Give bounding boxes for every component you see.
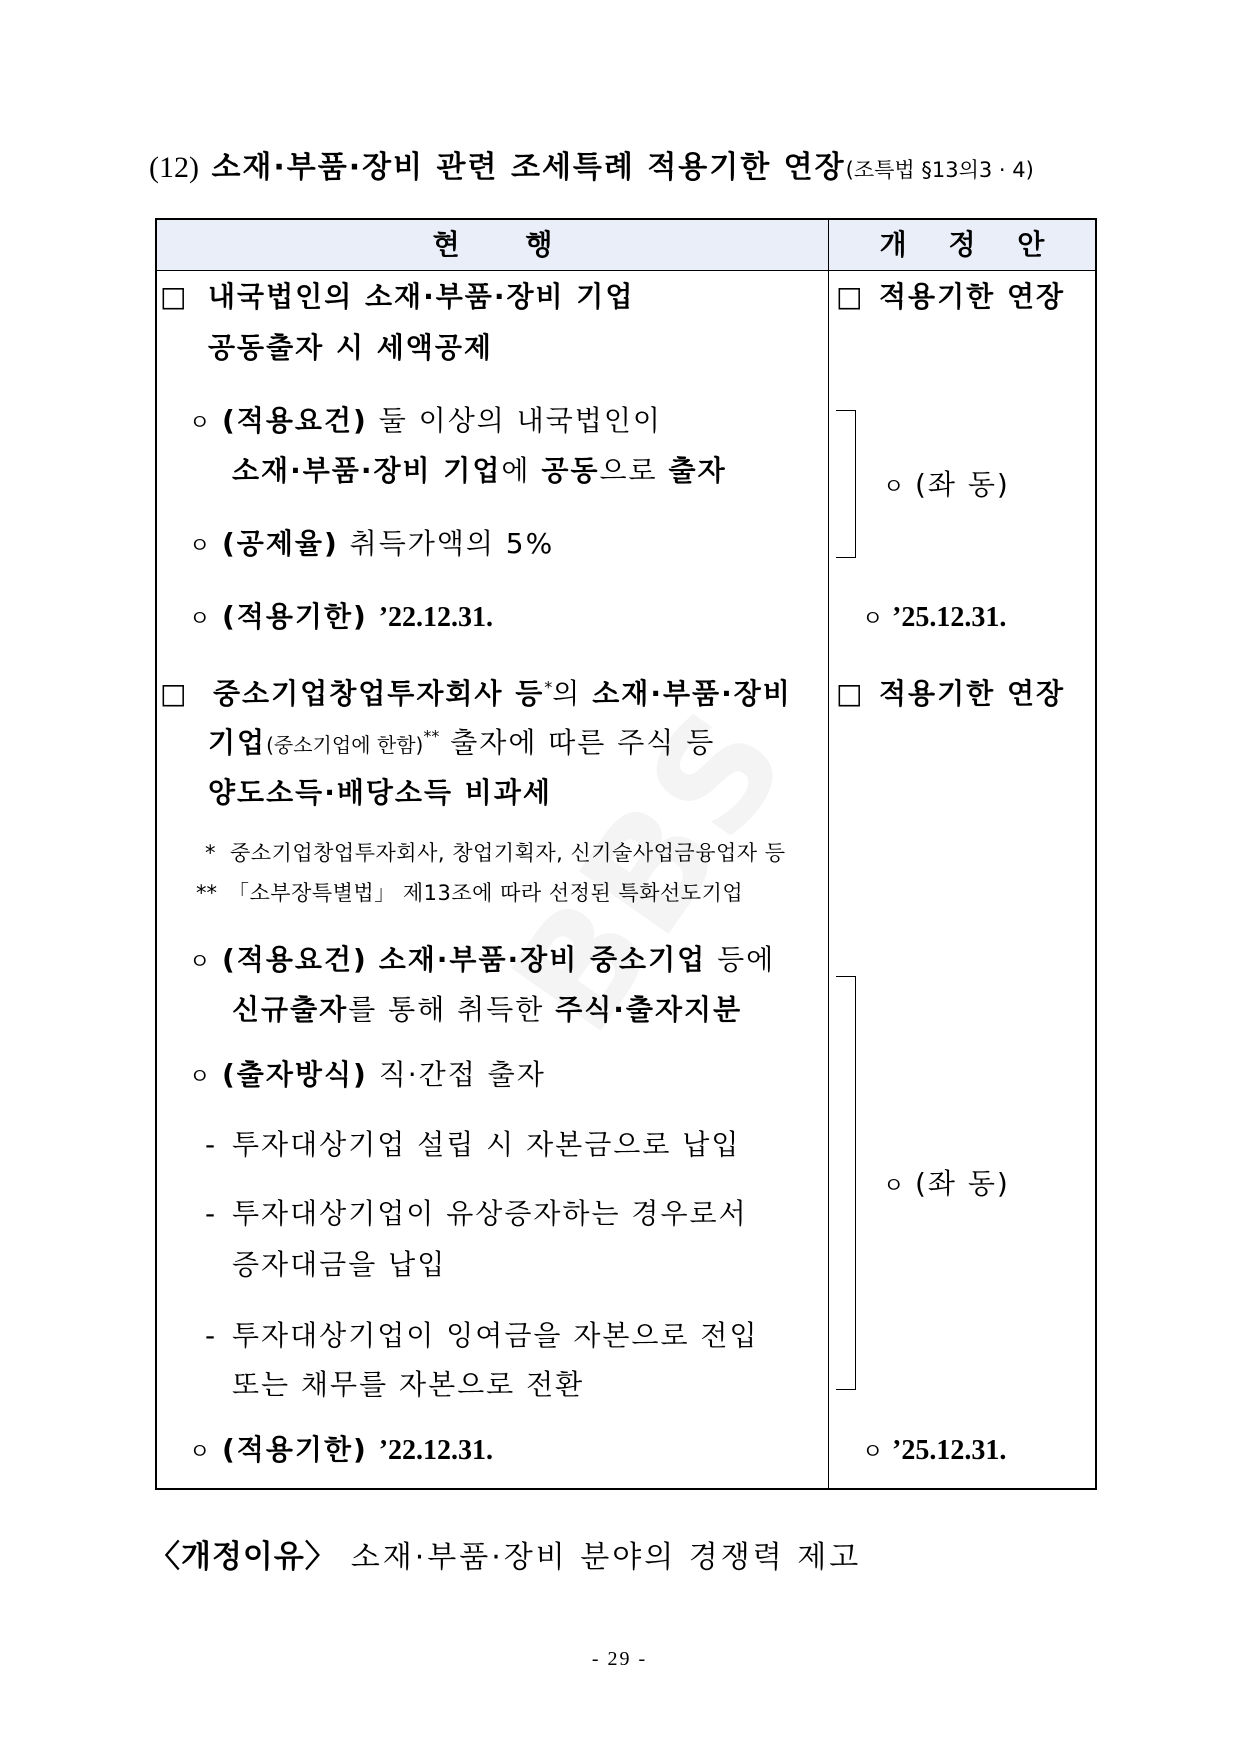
reason-text: 소재·부품·장비 분야의 경쟁력 제고	[350, 1540, 862, 1575]
bullet-icon: ㅇ	[883, 1174, 905, 1199]
current-s1-heading-line2: 공동출자 시 세액공제	[208, 331, 493, 364]
heading-text: 적용기한 연장	[879, 280, 1066, 313]
method-label: (출자방식)	[222, 1058, 368, 1091]
bullet-icon: ㅇ	[189, 411, 211, 436]
deadline-label: (적용기한)	[222, 1433, 368, 1466]
current-s1-deduction-rate	[189, 524, 554, 564]
footnote-text: 「소부장특별법」 제13조에 따라 선정된 특화선도기업	[228, 881, 744, 905]
proposed-s2-same	[883, 1164, 1010, 1204]
segment: 기업	[208, 726, 267, 759]
proposed-s1-same	[883, 465, 1010, 505]
method-item-1	[205, 1125, 740, 1165]
current-s2-heading-line3: 양도소득·배당소득 비과세	[208, 776, 552, 809]
method-item-3-line2: 또는 채무를 자본으로 전환	[232, 1368, 585, 1401]
same-as-left-text: (좌 동)	[915, 1167, 1010, 1200]
footnote-mark: *	[544, 677, 553, 697]
bracket-line	[836, 410, 856, 558]
segment: 소재·부품·장비 기업	[232, 454, 502, 487]
bullet-icon: ㅇ	[862, 607, 884, 632]
current-s2-deadline	[189, 1430, 493, 1470]
proposed-s1-deadline	[862, 597, 1006, 637]
deadline-value: ’25.12.31.	[892, 602, 1007, 633]
dash-marker: -	[205, 1319, 216, 1352]
proposed-s2-deadline	[862, 1430, 1006, 1470]
bullet-icon: ㅇ	[189, 534, 211, 559]
footnote-2	[196, 873, 743, 913]
deduction-text: 취득가액의 5%	[349, 527, 555, 560]
table-header-row	[157, 220, 1095, 271]
bullet-icon: ㅇ	[189, 950, 211, 975]
deadline-label: (적용기한)	[222, 600, 368, 633]
method-item-text: 투자대상기업이 유상증자하는 경우로서	[232, 1197, 748, 1230]
method-item-2	[205, 1194, 748, 1234]
footnote-mark: **	[196, 881, 217, 905]
requirement-text: 둘 이상의 내국법인이	[378, 404, 662, 437]
checkbox-square-icon: □	[160, 280, 187, 313]
deadline-value: ’22.12.31.	[378, 602, 494, 633]
bullet-icon: ㅇ	[862, 1440, 884, 1465]
bullet-icon: ㅇ	[189, 1440, 211, 1465]
segment: 소재·부품·장비 중소기업	[378, 943, 707, 976]
heading-text: 적용기한 연장	[879, 677, 1066, 710]
footnote-mark: *	[205, 841, 216, 865]
bracket-line	[836, 976, 856, 1390]
footnote-mark: **	[423, 726, 440, 746]
proposed-s1-heading	[836, 277, 1065, 317]
legal-reference: (조특법 §13의3 · 4)	[845, 158, 1034, 182]
method-item-3	[205, 1316, 759, 1356]
heading-text: 내국법인의 소재·부품·장비 기업	[208, 280, 635, 313]
segment: 신규출자	[232, 993, 349, 1026]
column-divider	[828, 220, 829, 1488]
current-s2-requirement	[189, 940, 775, 980]
deadline-value: ’25.12.31.	[892, 1435, 1007, 1466]
segment: 소재·부품·장비	[592, 677, 792, 710]
current-s2-investment-method	[189, 1055, 546, 1095]
segment-small: (중소기업에 한함)	[266, 733, 424, 757]
section-title-text: 소재·부품·장비 관련 조세특례 적용기한 연장	[211, 150, 846, 185]
checkbox-square-icon: □	[836, 677, 863, 710]
current-s1-deadline	[189, 597, 493, 637]
segment: 출자	[668, 454, 727, 487]
method-item-2-line2: 증자대금을 납입	[232, 1248, 447, 1281]
segment: 주식·출자지분	[555, 993, 743, 1026]
checkbox-square-icon: □	[836, 280, 863, 313]
proposed-s2-heading	[836, 674, 1065, 714]
segment: 의	[552, 677, 582, 710]
current-s1-heading-line1	[160, 277, 634, 317]
section-title	[149, 148, 1034, 188]
dash-marker: -	[205, 1128, 216, 1161]
method-item-text: 투자대상기업이 잉여금을 자본으로 전입	[232, 1319, 759, 1352]
current-s2-heading-line2	[208, 723, 715, 763]
same-as-left-text: (좌 동)	[915, 468, 1010, 501]
method-text: 직·간접 출자	[378, 1058, 546, 1091]
header-proposed: 개 정 안	[879, 228, 1061, 261]
segment: 출자에 따른 주식 등	[450, 726, 716, 759]
segment: 으로	[599, 454, 658, 487]
amendment-reason	[149, 1537, 861, 1577]
method-item-text: 투자대상기업 설립 시 자본금으로 납입	[232, 1128, 741, 1161]
dash-marker: -	[205, 1197, 216, 1230]
requirement-label: (적용요건)	[222, 404, 368, 437]
requirement-label: (적용요건)	[222, 943, 368, 976]
checkbox-square-icon: □	[160, 677, 187, 710]
footnote-1	[205, 833, 786, 873]
deduction-label: (공제율)	[222, 527, 339, 560]
current-s1-requirement-line2	[232, 451, 727, 491]
section-number: (12)	[149, 151, 199, 184]
reason-label: 〈개정이유〉	[149, 1539, 337, 1575]
bullet-icon: ㅇ	[189, 607, 211, 632]
footnote-text: 중소기업창업투자회사, 창업기획자, 신기술사업금융업자 등	[230, 841, 786, 865]
bullet-icon: ㅇ	[189, 1065, 211, 1090]
page-number: - 29 -	[591, 1648, 648, 1670]
current-s2-requirement-line2	[232, 990, 742, 1030]
segment: 에	[501, 454, 531, 487]
deadline-value: ’22.12.31.	[378, 1435, 494, 1466]
bullet-icon: ㅇ	[883, 475, 905, 500]
current-s1-requirement	[189, 401, 662, 441]
segment: 를 통해 취득한	[348, 993, 545, 1026]
header-current: 현 행	[432, 228, 581, 261]
segment: 중소기업창업투자회사 등	[213, 677, 545, 710]
segment: 공동	[541, 454, 600, 487]
segment: 등에	[717, 943, 776, 976]
current-s2-heading-line1	[160, 674, 792, 714]
